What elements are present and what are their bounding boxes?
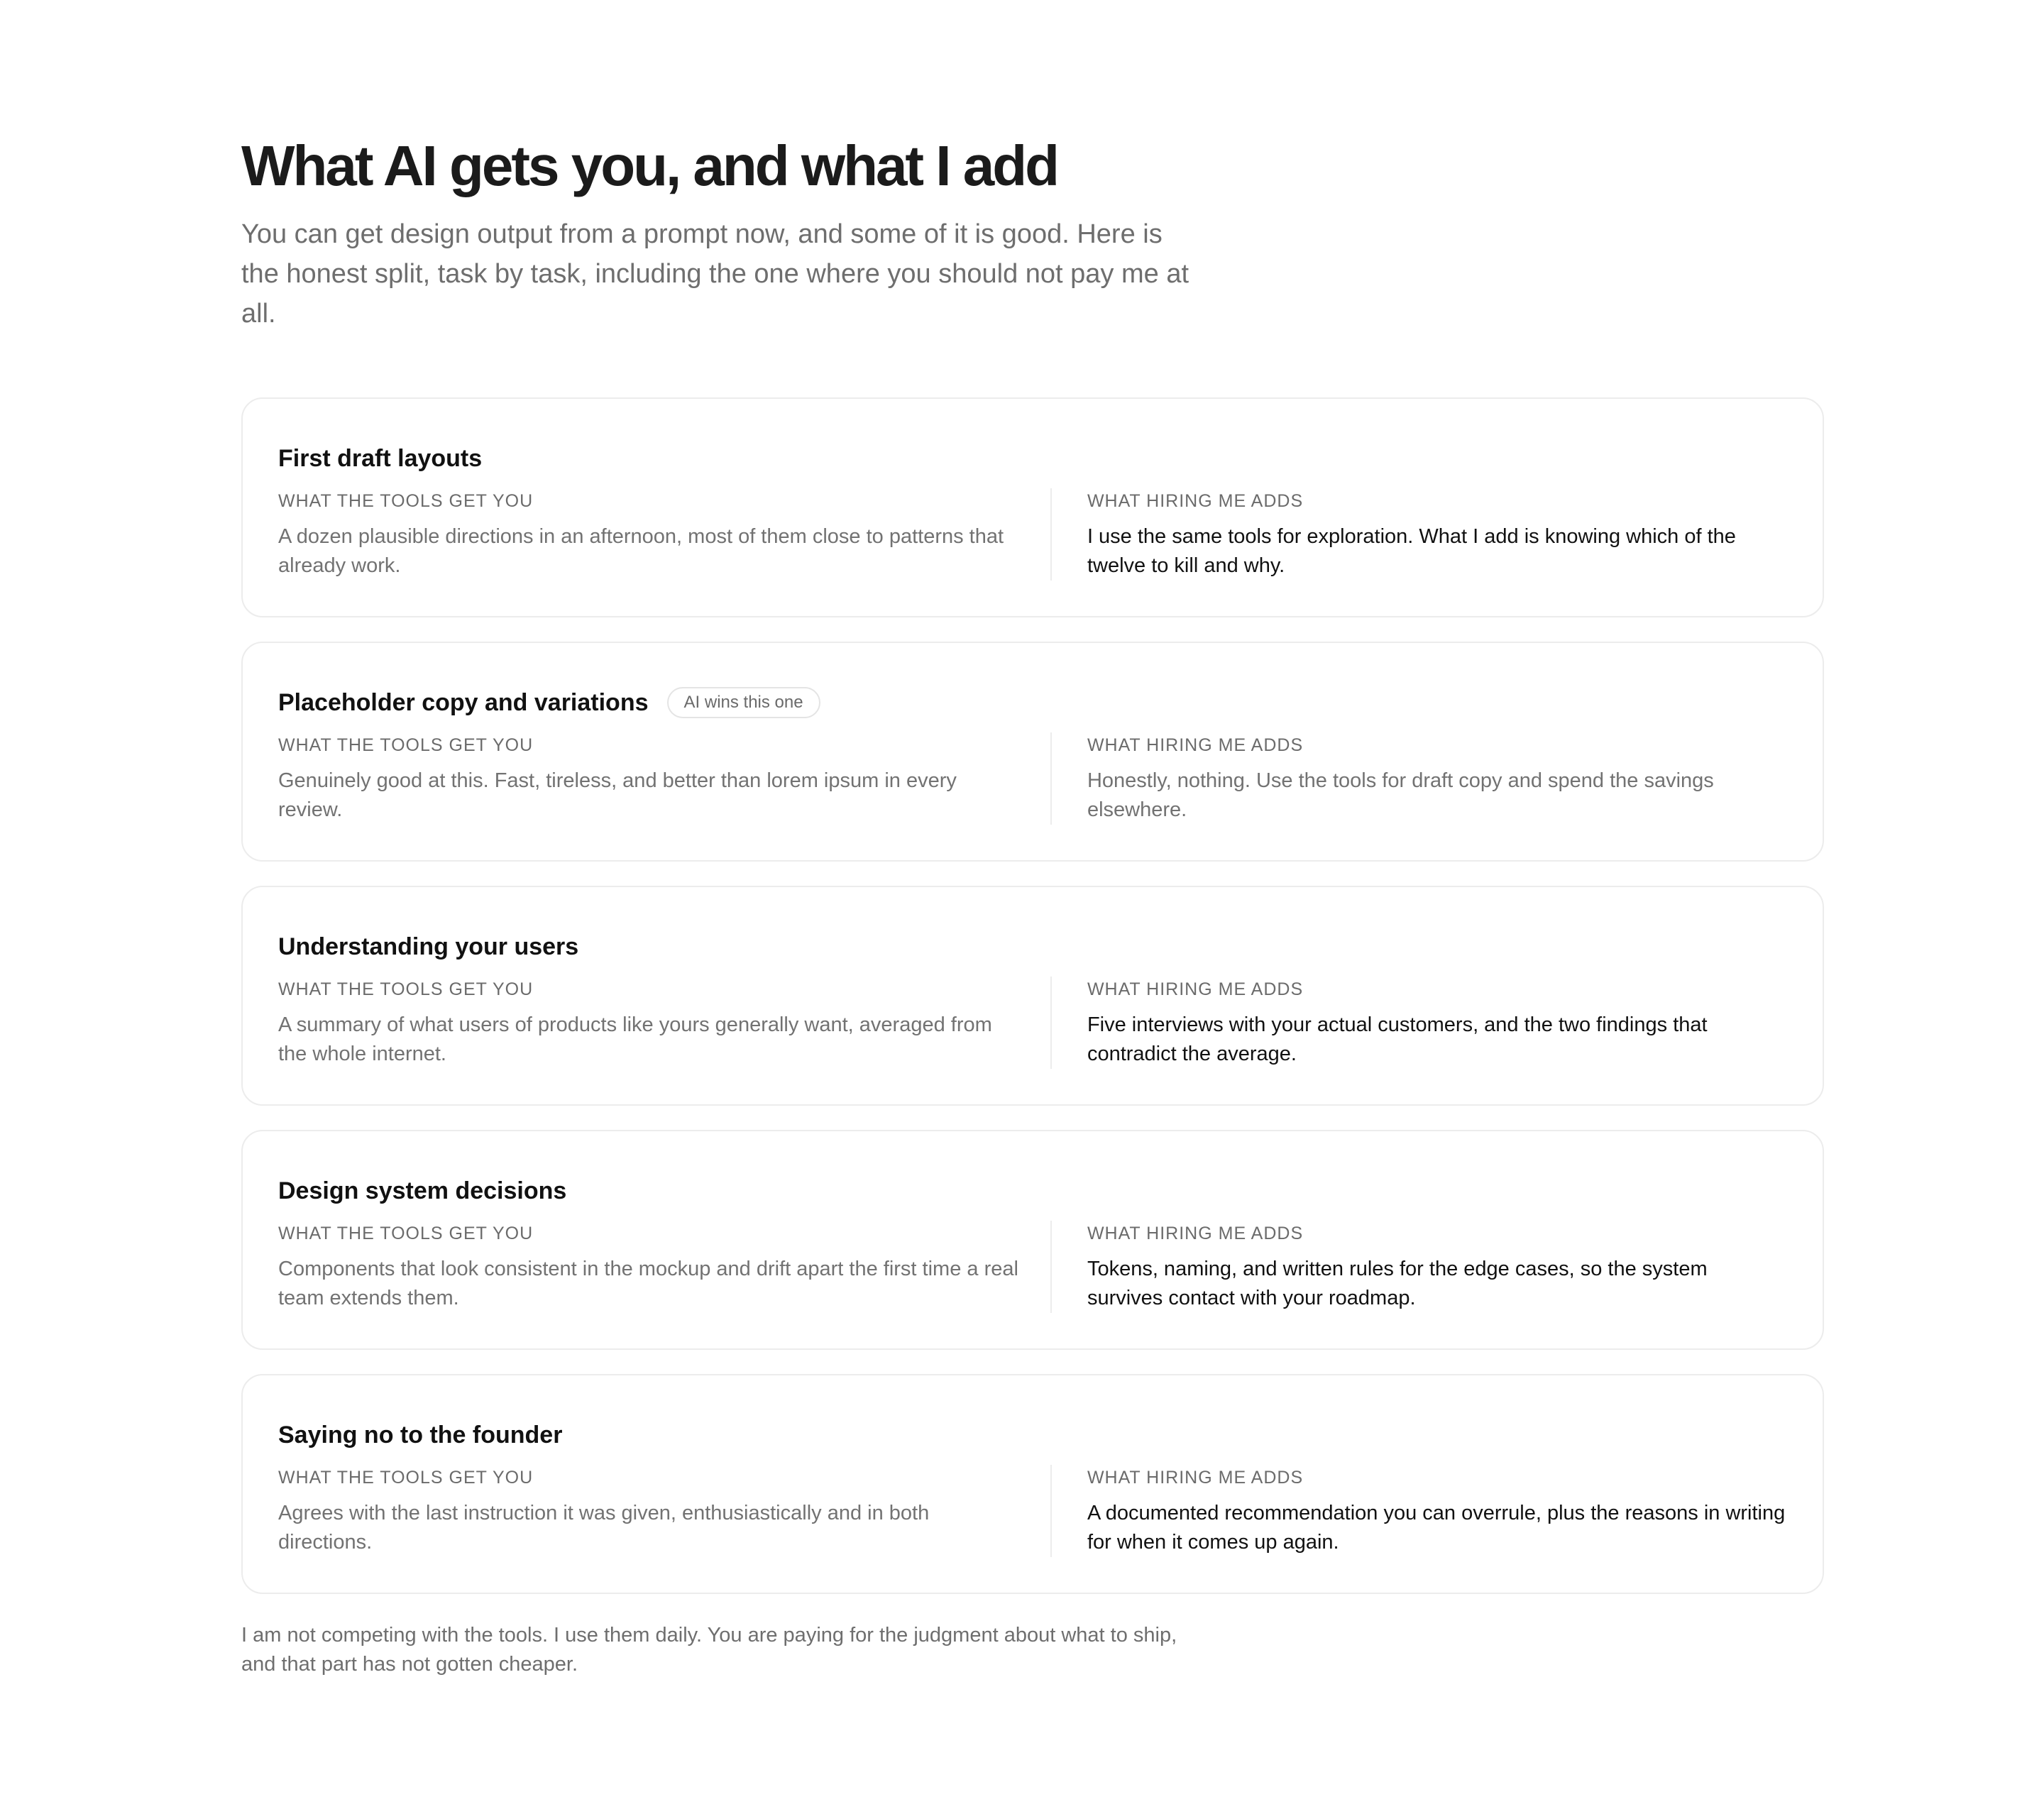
me-label: WHAT HIRING ME ADDS xyxy=(1087,735,1304,755)
me-text: Five interviews with your actual customers, and the two findings that contradict the average. xyxy=(1087,1013,1708,1065)
card-header xyxy=(278,681,1787,724)
tools-text: A summary of what users of products like yours generally want, averaged from the whole internet. xyxy=(278,1013,992,1065)
me-text: A documented recommendation you can overrule, plus the reasons in writing for when it comes up again. xyxy=(1087,1502,1786,1554)
me-column xyxy=(1050,1465,1787,1557)
card-title: Design system decisions xyxy=(278,1177,567,1204)
card-header xyxy=(278,437,1787,480)
card-title: Understanding your users xyxy=(278,933,579,960)
card-columns xyxy=(278,488,1787,581)
tools-label: WHAT THE TOOLS GET YOU xyxy=(278,491,534,511)
card-columns xyxy=(278,732,1787,825)
me-column xyxy=(1050,488,1787,581)
tools-column xyxy=(278,1221,1050,1313)
me-label: WHAT HIRING ME ADDS xyxy=(1087,979,1304,999)
tools-label: WHAT THE TOOLS GET YOU xyxy=(278,979,534,999)
comparison-card xyxy=(241,397,1824,617)
ai-wins-badge: AI wins this one xyxy=(667,687,820,718)
comparison-card xyxy=(241,642,1824,862)
me-label: WHAT HIRING ME ADDS xyxy=(1087,1224,1304,1243)
me-column xyxy=(1050,732,1787,825)
me-label: WHAT HIRING ME ADDS xyxy=(1087,1468,1304,1488)
card-title: Saying no to the founder xyxy=(278,1422,563,1449)
card-header xyxy=(278,925,1787,968)
me-column xyxy=(1050,977,1787,1069)
tools-label: WHAT THE TOOLS GET YOU xyxy=(278,1468,534,1488)
tools-text: A dozen plausible directions in an afternoon, most of them close to patterns that already work. xyxy=(278,525,1004,577)
intro-paragraph: You can get design output from a prompt now, and some of it is good. Here is the honest split, task by task, including the one where you should not pay me at all. xyxy=(241,219,1189,329)
page xyxy=(241,132,1824,1679)
me-text: I use the same tools for exploration. What I add is knowing which of the twelve to kill and why. xyxy=(1087,525,1736,577)
footer-note: I am not competing with the tools. I use them daily. You are paying for the judgment about what to ship, and that part has not gotten cheaper. xyxy=(241,1624,1177,1676)
tools-column xyxy=(278,977,1050,1069)
me-text: Honestly, nothing. Use the tools for draft copy and spend the savings elsewhere. xyxy=(1087,769,1714,821)
tools-column xyxy=(278,732,1050,825)
page-title: What AI gets you, and what I add xyxy=(241,134,1057,197)
me-column xyxy=(1050,1221,1787,1313)
card-header xyxy=(278,1170,1787,1212)
comparison-card xyxy=(241,1130,1824,1350)
card-columns xyxy=(278,1465,1787,1557)
tools-column xyxy=(278,488,1050,581)
tools-text: Agrees with the last instruction it was given, enthusiastically and in both directions. xyxy=(278,1502,930,1554)
me-label: WHAT HIRING ME ADDS xyxy=(1087,491,1304,511)
comparison-list xyxy=(241,397,1824,1594)
card-columns xyxy=(278,977,1787,1069)
card-title: Placeholder copy and variations xyxy=(278,689,649,716)
comparison-card xyxy=(241,886,1824,1106)
tools-column xyxy=(278,1465,1050,1557)
tools-label: WHAT THE TOOLS GET YOU xyxy=(278,1224,534,1243)
card-columns xyxy=(278,1221,1787,1313)
tools-text: Components that look consistent in the mockup and drift apart the first time a real team extends them. xyxy=(278,1258,1018,1309)
card-title: First draft layouts xyxy=(278,445,483,472)
comparison-card xyxy=(241,1374,1824,1594)
card-header xyxy=(278,1414,1787,1456)
tools-text: Genuinely good at this. Fast, tireless, and better than lorem ipsum in every review. xyxy=(278,769,957,821)
tools-label: WHAT THE TOOLS GET YOU xyxy=(278,735,534,755)
me-text: Tokens, naming, and written rules for the edge cases, so the system survives contact with your roadmap. xyxy=(1087,1258,1708,1309)
